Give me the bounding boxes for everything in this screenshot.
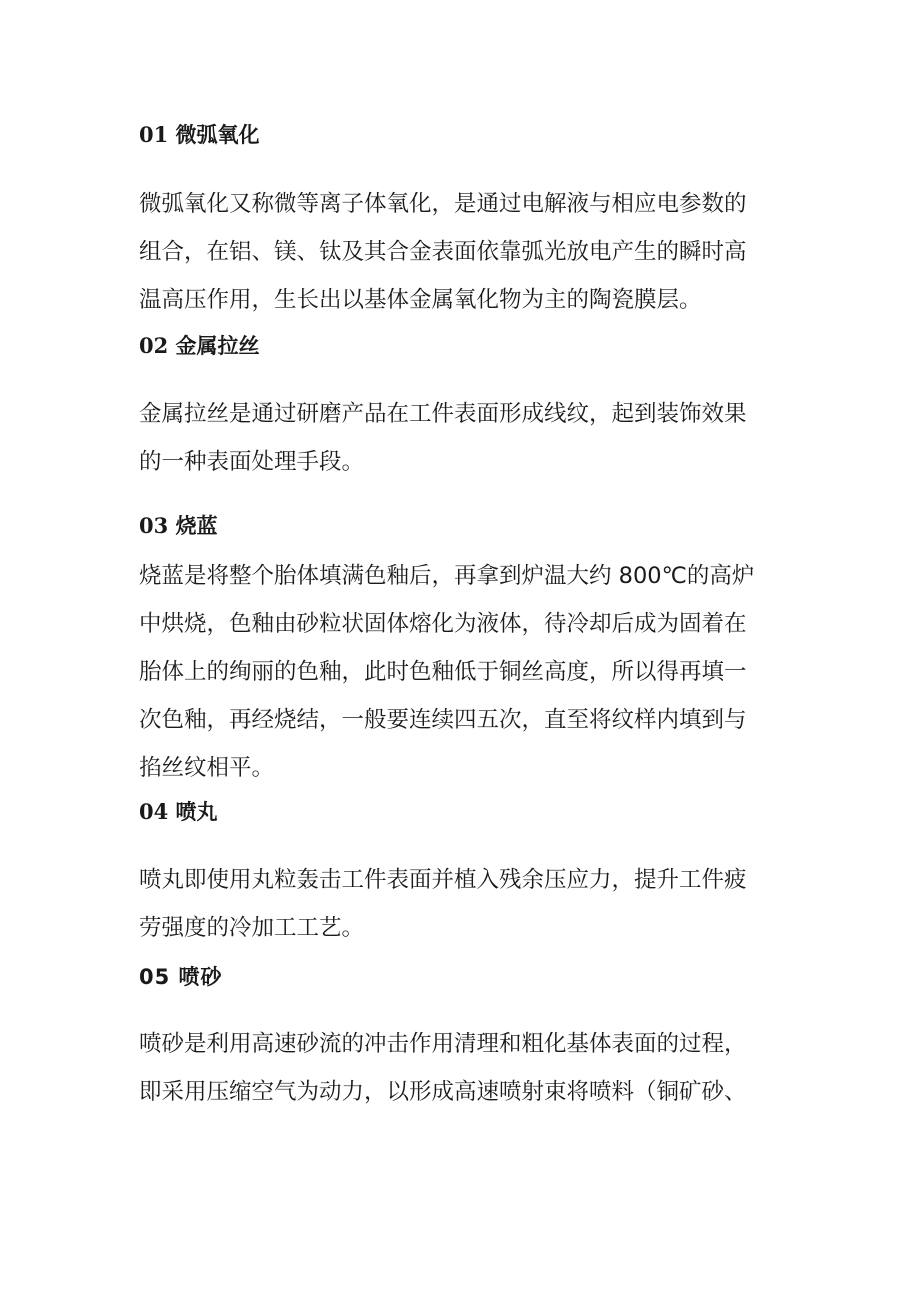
section-paragraph-04 <box>139 856 819 952</box>
paragraph-line: 胎体上的绚丽的色釉，此时色釉低于铜丝高度，所以得再填一 <box>139 659 747 685</box>
paragraph-line: 喷砂是利用高速砂流的冲击作用清理和粗化基体表面的过程， <box>139 1031 747 1057</box>
paragraph-line: 喷丸即使用丸粒轰击工件表面并植入残余压应力，提升工件疲 <box>139 867 747 893</box>
paragraph-line: 即采用压缩空气为动力，以形成高速喷射束将喷料（铜矿砂、 <box>139 1079 747 1105</box>
paragraph-line: 中烘烧，色釉由砂粒状固体熔化为液体，待冷却后成为固着在 <box>139 611 747 637</box>
section-heading-03: 03 烧蓝 <box>139 513 218 538</box>
paragraph-line: 劳强度的冷加工工艺。 <box>139 915 365 941</box>
section-paragraph-03 <box>139 552 819 792</box>
paragraph-line: 组合，在铝、镁、钛及其合金表面依靠弧光放电产生的瞬时高 <box>139 239 747 265</box>
section-paragraph-02 <box>139 390 819 486</box>
paragraph-line: 次色釉，再经烧结，一般要连续四五次，直至将纹样内填到与 <box>139 707 747 733</box>
paragraph-line: 掐丝纹相平。 <box>139 755 275 781</box>
section-paragraph-05 <box>139 1020 819 1116</box>
paragraph-line: 温高压作用，生长出以基体金属氧化物为主的陶瓷膜层。 <box>139 287 702 313</box>
paragraph-line: 的一种表面处理手段。 <box>139 449 365 475</box>
section-heading-02: 02 金属拉丝 <box>139 333 260 358</box>
section-paragraph-01 <box>139 180 819 324</box>
paragraph-line: 金属拉丝是通过研磨产品在工件表面形成线纹，起到装饰效果 <box>139 401 747 427</box>
paragraph-line: 微弧氧化又称微等离子体氧化，是通过电解液与相应电参数的 <box>139 191 747 217</box>
paragraph-line: 烧蓝是将整个胎体填满色釉后，再拿到炉温大约 800℃的高炉 <box>139 563 755 589</box>
section-heading-04: 04 喷丸 <box>139 799 218 824</box>
section-heading-05: 05 喷砂 <box>139 965 223 989</box>
section-heading-01: 01 微弧氧化 <box>139 122 260 147</box>
